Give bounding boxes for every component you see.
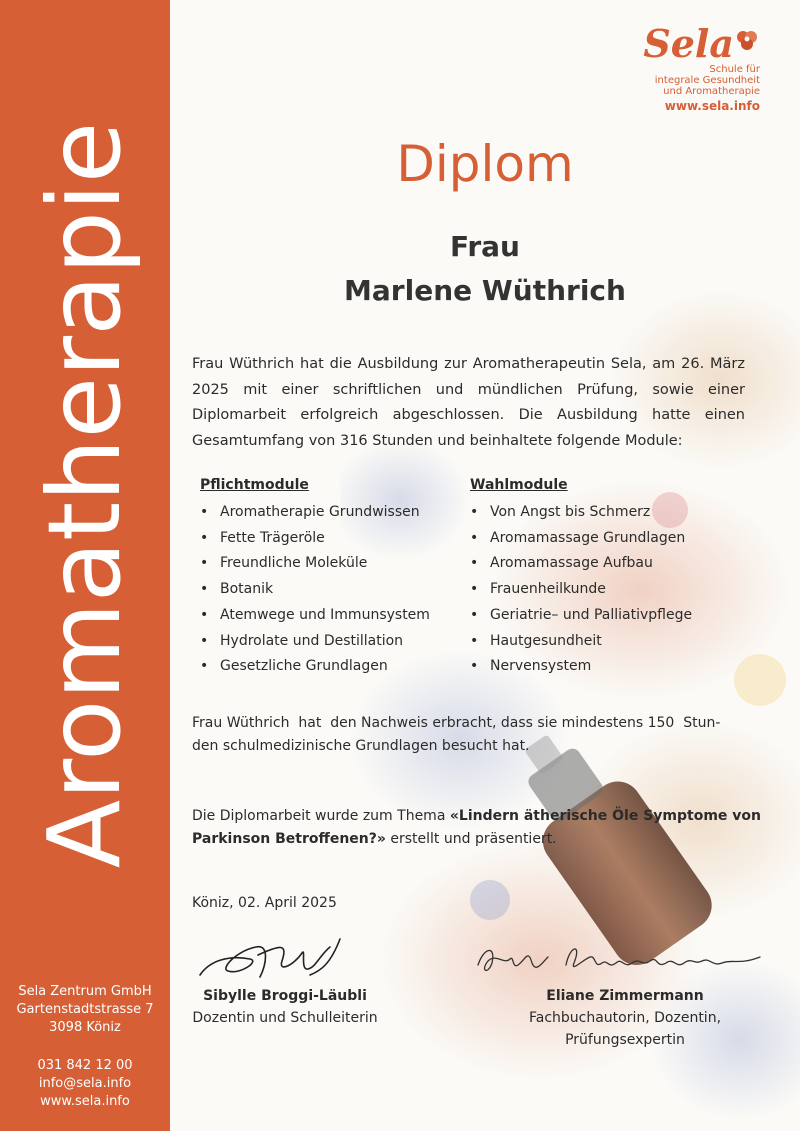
- proof-line-2: den schulmedizinische Grundlagen besucht hat.: [192, 738, 530, 754]
- elective-modules-column: [470, 474, 750, 680]
- phone-number: 031 842 12 00: [37, 1058, 133, 1073]
- email-address: info@sela.info: [38, 1076, 132, 1091]
- list-item: • Frauenheilkunde: [470, 577, 750, 603]
- signatory-2: [490, 985, 760, 1051]
- signature-image-1: [190, 925, 360, 990]
- logo-tagline-3: und Aromatherapie: [663, 86, 760, 97]
- list-item: • Botanik: [200, 577, 460, 603]
- street-address: Gartenstadtstrasse 7: [16, 1002, 154, 1017]
- bullet: •: [470, 504, 479, 520]
- bullet: •: [470, 529, 479, 546]
- logo-tagline-2: integrale Gesundheit: [654, 75, 760, 86]
- bullet: •: [470, 555, 479, 572]
- required-modules-list: [200, 500, 460, 680]
- place-and-date: Köniz, 02. April 2025: [192, 895, 337, 911]
- vertical-title: Aromatherapie: [26, 121, 143, 869]
- flower-icon: [734, 28, 760, 54]
- website-address: www.sela.info: [40, 1094, 130, 1109]
- recipient-name: Marlene Wüthrich: [344, 274, 626, 307]
- bullet: •: [200, 555, 209, 572]
- list-item: • Nervensystem: [470, 654, 750, 680]
- logo-tagline-1: Schule für: [709, 64, 760, 75]
- bullet: •: [470, 581, 479, 598]
- sela-logo: [610, 21, 760, 113]
- salutation: Frau: [450, 230, 520, 263]
- list-item: • Hydrolate und Destillation: [200, 629, 460, 655]
- sidebar: [0, 0, 170, 1131]
- required-modules-column: [200, 474, 460, 680]
- required-modules-heading: Pflichtmodule: [200, 477, 309, 493]
- signatory-1: [170, 985, 400, 1029]
- bullet: •: [200, 632, 209, 649]
- signature-image-2: [470, 935, 770, 985]
- logo-url: www.sela.info: [664, 99, 760, 113]
- bullet: •: [200, 529, 209, 546]
- proof-line-1: Frau Wüthrich hat den Nachweis erbracht, dass sie mindestens 150 Stun-: [192, 715, 721, 731]
- bullet: •: [200, 606, 209, 623]
- signatory-2-role-2: Prüfungsexpertin: [565, 1032, 685, 1048]
- thesis-prefix: Die Diplomarbeit wurde zum Thema: [192, 808, 450, 824]
- bullet: •: [200, 658, 209, 675]
- bullet: •: [470, 658, 479, 675]
- address-block: [0, 983, 170, 1037]
- intro-paragraph: Frau Wüthrich hat die Ausbildung zur Aromatherapeutin Sela, am 26. März 2025 mit einer schriftlichen und mündlichen Prüfung, sowie einer Diplomarbeit erfolgreich abgeschlossen. Die Ausbildung hatte einen Gesamtumfang von 316 Stunden und beinhaltete folgende Module:: [192, 356, 745, 449]
- thesis-paragraph: [192, 805, 772, 851]
- bullet: •: [200, 504, 209, 520]
- elective-modules-heading: Wahlmodule: [470, 477, 568, 493]
- thesis-suffix: erstellt und präsentiert.: [385, 831, 557, 847]
- diploma-title: Diplom: [396, 135, 574, 193]
- list-item: • Geriatrie– und Palliativpflege: [470, 603, 750, 629]
- logo-wordmark: Sela: [643, 21, 734, 66]
- signatory-2-role-1: Fachbuchautorin, Dozentin,: [528, 1010, 722, 1026]
- list-item: • Von Angst bis Schmerz: [470, 500, 750, 526]
- list-item: • Aromatherapie Grundwissen: [200, 500, 460, 526]
- company-name: Sela Zentrum GmbH: [18, 984, 152, 999]
- list-item: • Atemwege und Immunsystem: [200, 603, 460, 629]
- thesis-topic-1: «Lindern ätherische Öle Symptome von: [449, 808, 761, 824]
- bullet: •: [470, 632, 479, 649]
- list-item: • Freundliche Moleküle: [200, 551, 460, 577]
- city-address: 3098 Köniz: [49, 1020, 121, 1035]
- contact-block: [0, 1057, 170, 1111]
- list-item: • Fette Trägeröle: [200, 526, 460, 552]
- signatory-2-name: Eliane Zimmermann: [546, 988, 704, 1004]
- thesis-topic-2: Parkinson Betroffenen?»: [192, 831, 386, 847]
- signatory-1-name: Sibylle Broggi-Läubli: [203, 988, 367, 1004]
- signatory-1-role: Dozentin und Schulleiterin: [192, 1010, 378, 1026]
- list-item: • Aromamassage Grundlagen: [470, 526, 750, 552]
- bullet: •: [470, 606, 479, 623]
- elective-modules-list: [470, 500, 750, 680]
- list-item: • Gesetzliche Grundlagen: [200, 654, 460, 680]
- list-item: • Aromamassage Aufbau: [470, 551, 750, 577]
- proof-paragraph: [192, 712, 752, 758]
- list-item: • Hautgesundheit: [470, 629, 750, 655]
- bullet: •: [200, 581, 209, 598]
